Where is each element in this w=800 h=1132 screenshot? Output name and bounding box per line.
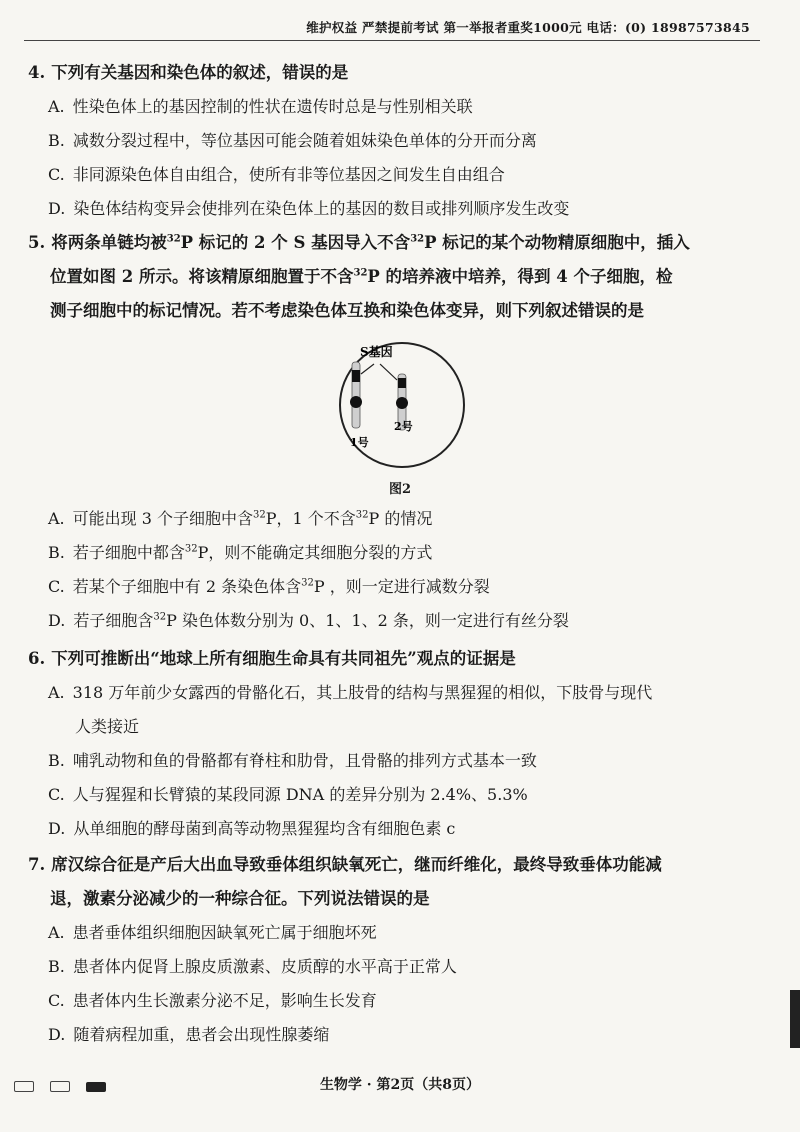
option-letter: D. [48, 1025, 66, 1044]
question-7 [28, 848, 760, 1052]
option-d [28, 192, 760, 226]
header-notice: 维护权益 严禁提前考试 第一举报者重奖1000元 电话：(0) 18987573845 [306, 20, 750, 35]
superscript: 32 [301, 577, 314, 589]
s-gene-band-1 [352, 370, 360, 382]
question-6 [28, 642, 760, 846]
option-a [28, 916, 760, 950]
cell-diagram [318, 340, 486, 470]
question-number: 7. [28, 855, 46, 874]
option-letter: B. [48, 543, 65, 562]
option-c [28, 984, 760, 1018]
option-text: 非同源染色体自由组合，使所有非等位基因之间发生自由组合 [72, 165, 505, 184]
arrow-to-gene-2 [380, 364, 397, 380]
centromere-2 [396, 397, 408, 409]
option-text: 减数分裂过程中，等位基因可能会随着姐妹染色单体的分开而分离 [72, 131, 537, 150]
option-text: P 的情况 [368, 509, 433, 528]
figure-caption: 图2 [388, 482, 412, 497]
stem-text: P 标记的 2 个 S 基因导入不含 [180, 233, 411, 252]
option-b [28, 950, 760, 984]
option-text: P，则不能确定其细胞分裂的方式 [197, 543, 433, 562]
question-number: 6. [28, 649, 46, 668]
option-letter: C. [48, 785, 65, 804]
chromosome-1-label: 1号 [350, 436, 369, 449]
option-text: 若某个子细胞中有 2 条染色体含 [72, 577, 302, 596]
stem-text: P 的培养液中培养，得到 4 个子细胞，检 [367, 267, 673, 286]
header-rule [24, 40, 760, 41]
option-text: P ，则一定进行减数分裂 [313, 577, 490, 596]
superscript: 32 [184, 543, 198, 555]
superscript: 32 [253, 509, 266, 521]
question-stem: 下列可推断出“地球上所有细胞生命具有共同祖先”观点的证据是 [51, 649, 516, 668]
chromosome-2-label: 2号 [394, 420, 413, 433]
option-d [28, 1018, 760, 1052]
option-text: 性染色体上的基因控制的性状在遗传时总是与性别相关联 [72, 97, 473, 116]
question-stem: 下列有关基因和染色体的叙述，错误的是 [51, 63, 349, 82]
question-5-options [28, 502, 760, 638]
option-c [28, 778, 760, 812]
option-text: 患者垂体组织细胞因缺氧死亡属于细胞坏死 [72, 923, 377, 942]
option-text: 患者体内促肾上腺皮质激素、皮质醇的水平高于正常人 [72, 957, 457, 976]
centromere-1 [350, 396, 362, 408]
option-text: P 染色体数分别为 0、1、1、2 条，则一定进行有丝分裂 [166, 611, 569, 630]
option-b [28, 536, 760, 570]
option-letter: D. [48, 819, 66, 838]
option-d [28, 812, 760, 846]
stem-text: P 标记的某个动物精原细胞中，插入 [424, 233, 690, 252]
option-letter: B. [48, 751, 65, 770]
option-letter: A. [48, 509, 65, 528]
option-text: 人与猩猩和长臂猿的某段同源 DNA 的差异分别为 2.4%、5.3% [72, 785, 528, 804]
option-c [28, 158, 760, 192]
option-b [28, 124, 760, 158]
option-d [28, 604, 760, 638]
option-letter: C. [48, 991, 65, 1010]
option-letter: A. [48, 923, 65, 942]
option-text: 患者体内生长激素分泌不足，影响生长发育 [72, 991, 377, 1010]
stem-text: 位置如图 2 所示。将该精原细胞置于不含 [50, 267, 354, 286]
stem-text: 席汉综合征是产后大出血导致垂体组织缺氧死亡，继而纤维化，最终导致垂体功能减 [51, 855, 662, 874]
option-letter: D. [48, 199, 66, 218]
option-a-continued: 人类接近 [75, 717, 140, 736]
option-c [28, 570, 760, 604]
option-a [28, 90, 760, 124]
option-text: 318 万年前少女露西的骨骼化石，其上肢骨的结构与黑猩猩的相似，下肢骨与现代 [72, 683, 653, 702]
superscript: 32 [153, 611, 167, 623]
superscript: 32 [166, 233, 181, 245]
option-letter: A. [48, 97, 65, 116]
option-letter: D. [48, 611, 66, 630]
option-text: 若子细胞中都含 [72, 543, 185, 562]
option-text: 若子细胞含 [73, 611, 154, 630]
option-b [28, 744, 760, 778]
option-letter: B. [48, 957, 65, 976]
question-4 [28, 56, 760, 226]
option-a [28, 502, 760, 536]
page-footer: 生物学 · 第2页（共8页） [319, 1077, 481, 1093]
option-text: 可能出现 3 个子细胞中含 [72, 509, 253, 528]
stem-text: 退，激素分泌减少的一种综合征。下列说法错误的是 [50, 889, 430, 908]
option-text: 染色体结构变异会使排列在染色体上的基因的数目或排列顺序发生改变 [73, 199, 570, 218]
question-number: 5. [28, 233, 46, 252]
stem-text: 将两条单链均被 [51, 233, 167, 252]
option-text: 哺乳动物和鱼的骨骼都有脊柱和肋骨，且骨骼的排列方式基本一致 [72, 751, 537, 770]
option-text: P，1 个不含 [265, 509, 356, 528]
option-letter: C. [48, 165, 65, 184]
option-letter: B. [48, 131, 65, 150]
superscript: 32 [355, 509, 369, 521]
option-letter: C. [48, 577, 65, 596]
option-text: 随着病程加重，患者会出现性腺萎缩 [73, 1025, 330, 1044]
option-letter: A. [48, 683, 65, 702]
superscript: 32 [410, 233, 425, 245]
option-a [28, 676, 760, 710]
gene-label: S基因 [360, 345, 393, 359]
s-gene-band-2 [398, 378, 406, 388]
side-marker [790, 990, 800, 1048]
arrow-to-gene-1 [361, 364, 374, 374]
stem-text: 测子细胞中的标记情况。若不考虑染色体互换和染色体变异，则下列叙述错误的是 [50, 301, 644, 320]
option-text: 从单细胞的酵母菌到高等动物黑猩猩均含有细胞色素 c [73, 819, 456, 838]
question-5 [28, 226, 760, 328]
superscript: 32 [353, 267, 368, 279]
question-number: 4. [28, 63, 46, 82]
